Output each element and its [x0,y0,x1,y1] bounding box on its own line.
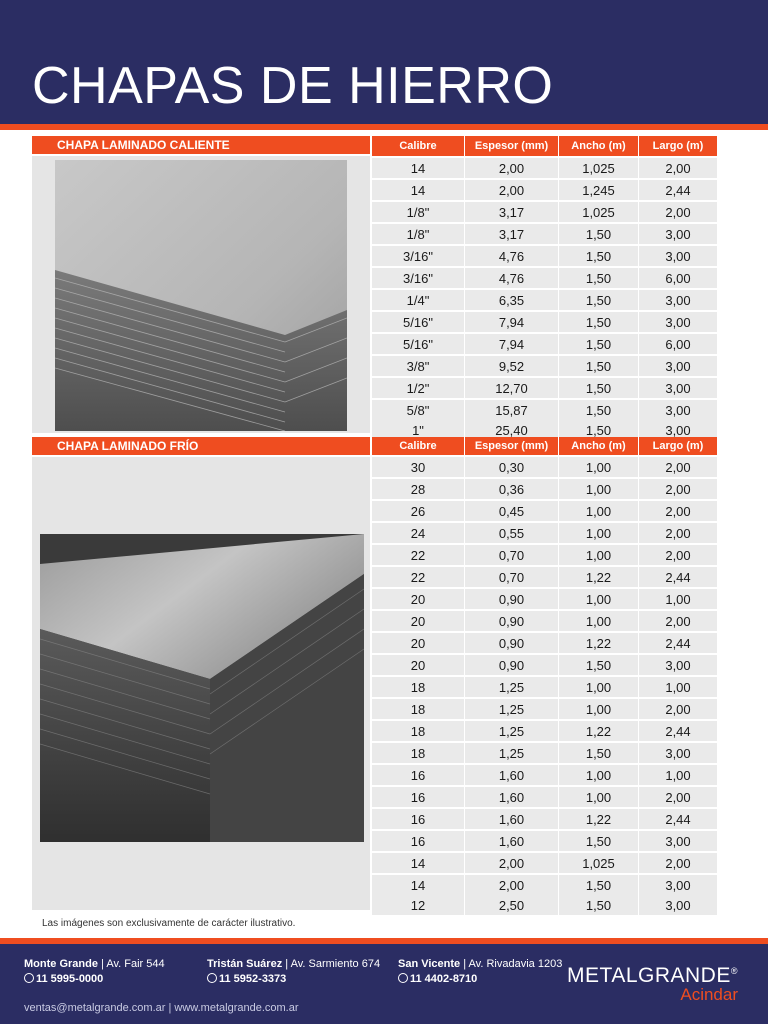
table-cell: 4,76 [465,268,559,288]
table-cell: 1,00 [559,765,639,785]
table-cell: 3,00 [639,420,717,440]
column-header: Largo (m) [639,437,717,455]
table-cell: 16 [372,809,465,829]
branch-name: Tristán Suárez [207,958,283,970]
table-cell: 15,87 [465,400,559,420]
table-header-row [372,437,717,455]
table-cell: 20 [372,633,465,653]
table-cell: 1,60 [465,809,559,829]
branch-tristan-suarez: Tristán Suárez | Av. Sarmiento 674 11 5952-3373 [207,958,381,985]
table-cell: 3,00 [639,743,717,763]
table-cell: 1,25 [465,677,559,697]
table-header-row [372,136,717,156]
table-row [372,356,717,377]
table-cell: 14 [372,875,465,895]
table-cell: 2,00 [465,158,559,178]
table-cell: 20 [372,589,465,609]
table-cell: 1,22 [559,567,639,587]
table-cell: 0,70 [465,567,559,587]
table-cell: 1,245 [559,180,639,200]
table-row [372,523,717,544]
table-row [372,895,717,916]
branch-phone[interactable] [207,973,380,985]
table-cell: 1,50 [559,246,639,266]
branch-address: Av. Sarmiento 674 [290,958,381,970]
table-cell: 1,50 [559,655,639,675]
phone-number: 11 4402-8710 [410,973,478,985]
page-header [0,0,768,124]
table-row [372,224,717,245]
branch-name: San Vicente [398,958,461,970]
table-cell: 0,90 [465,655,559,675]
table-cell: 2,44 [639,180,717,200]
table-row [372,501,717,522]
table-row [372,655,717,676]
table-cell: 2,44 [639,721,717,741]
table-cell: 16 [372,765,465,785]
section-title: CHAPA LAMINADO CALIENTE [32,136,370,154]
table-cell: 1,00 [559,457,639,477]
table-cell: 0,36 [465,479,559,499]
branch-phone[interactable] [24,973,165,985]
cold-rolled-steel-photo [40,534,364,842]
table-cell: 26 [372,501,465,521]
table-cell: 2,00 [639,202,717,222]
column-header: Ancho (m) [559,437,639,455]
table-cell: 18 [372,699,465,719]
phone-number: 11 5952-3373 [219,973,287,985]
table-row [372,180,717,201]
table-cell: 1" [372,420,465,440]
table-cell: 4,76 [465,246,559,266]
table-cell: 28 [372,479,465,499]
table-cell: 3,00 [639,224,717,244]
column-header: Largo (m) [639,136,717,156]
table-cell: 1,25 [465,743,559,763]
table-cell: 0,45 [465,501,559,521]
table-cell: 1,50 [559,420,639,440]
table-cell: 1,22 [559,633,639,653]
table-cell: 1,50 [559,268,639,288]
table-cell: 1,50 [559,356,639,376]
table-cell: 20 [372,655,465,675]
table-cell: 2,00 [639,853,717,873]
table-cell: 1,50 [559,400,639,420]
table-cell: 3,00 [639,246,717,266]
table-cell: 14 [372,158,465,178]
column-header: Espesor (mm) [465,437,559,455]
table-cell: 2,00 [465,853,559,873]
table-row [372,699,717,720]
table-cell: 0,70 [465,545,559,565]
table-row [372,875,717,896]
table-row [372,246,717,267]
table-cell: 0,90 [465,611,559,631]
table-cell: 1,50 [559,378,639,398]
table-row [372,743,717,764]
table-cell: 12,70 [465,378,559,398]
table-cell: 2,00 [639,501,717,521]
table-cell: 3,00 [639,356,717,376]
table-cell: 1,025 [559,853,639,873]
table-cell: 1,025 [559,202,639,222]
table-cell: 30 [372,457,465,477]
brand-logo [567,964,738,1005]
table-row [372,721,717,742]
table-cell: 1,50 [559,334,639,354]
table-cell: 3,00 [639,895,717,915]
table-cell: 2,00 [639,699,717,719]
table-row [372,765,717,786]
table-row [372,202,717,223]
table-row [372,158,717,179]
table-cell: 1,60 [465,765,559,785]
table-cell: 18 [372,677,465,697]
table-row [372,290,717,311]
table-cell: 20 [372,611,465,631]
table-cell: 3,00 [639,655,717,675]
table-cell: 1,00 [639,765,717,785]
website-link[interactable]: www.metalgrande.com.ar [174,1002,299,1014]
table-cell: 1,50 [559,312,639,332]
table-cell: 25,40 [465,420,559,440]
column-header: Calibre [372,136,465,156]
table-cell: 2,00 [639,457,717,477]
table-cell: 2,00 [639,611,717,631]
table-cell: 1,50 [559,743,639,763]
whatsapp-icon [207,973,217,983]
table-cell: 1,00 [559,545,639,565]
page-title: CHAPAS DE HIERRO [32,57,554,115]
table-cell: 0,30 [465,457,559,477]
table-cell: 1,00 [559,523,639,543]
table-cell: 1,25 [465,721,559,741]
table-row [372,787,717,808]
table-cell: 22 [372,545,465,565]
brand-name: METALGRANDE® [567,964,738,987]
table-cell: 1,00 [559,787,639,807]
table-cell: 1,25 [465,699,559,719]
table-cell: 6,35 [465,290,559,310]
branch-address: Av. Rivadavia 1203 [468,958,563,970]
section-hot-rolled [32,136,717,438]
brand-subtitle: Acindar [680,985,738,1004]
table-cell: 3,00 [639,400,717,420]
table-cell: 2,00 [639,479,717,499]
table-cell: 14 [372,853,465,873]
disclaimer-text: Las imágenes son exclusivamente de carácter ilustrativo. [42,918,296,929]
table-row [372,457,717,478]
table-cell: 2,44 [639,633,717,653]
table-cell: 18 [372,743,465,763]
table-cell: 1,00 [559,589,639,609]
whatsapp-icon [24,973,34,983]
table-cell: 12 [372,895,465,915]
table-cell: 1/2" [372,378,465,398]
table-cell: 5/16" [372,334,465,354]
email-link[interactable]: ventas@metalgrande.com.ar [24,1002,166,1014]
table-cell: 1,00 [559,611,639,631]
table-cell: 1/4" [372,290,465,310]
table-cell: 1,50 [559,224,639,244]
branch-san-vicente: San Vicente | Av. Rivadavia 1203 11 4402-8710 [398,958,563,985]
section-cold-rolled [32,437,717,913]
table-cell: 2,00 [465,875,559,895]
table-cell: 2,00 [639,523,717,543]
table-cell: 0,90 [465,633,559,653]
table-cell: 1,22 [559,809,639,829]
table-cell: 7,94 [465,334,559,354]
table-cell: 6,00 [639,334,717,354]
table-cell: 0,55 [465,523,559,543]
table-row [372,853,717,874]
table-row [372,268,717,289]
branch-monte-grande: Monte Grande | Av. Fair 544 11 5995-0000 [24,958,165,985]
table-cell: 2,00 [639,787,717,807]
table-row [372,809,717,830]
column-header: Espesor (mm) [465,136,559,156]
hot-rolled-steel-photo [55,160,347,431]
table-cell: 1/8" [372,202,465,222]
table-cell: 1,00 [559,501,639,521]
table-cell: 3,00 [639,831,717,851]
table-row [372,334,717,355]
table-cell: 2,44 [639,809,717,829]
table-cell: 18 [372,721,465,741]
table-cell: 6,00 [639,268,717,288]
whatsapp-icon [398,973,408,983]
table-cell: 1,00 [639,589,717,609]
contact-line: ventas@metalgrande.com.ar | www.metalgrande.com.ar [24,1002,299,1014]
table-cell: 2,00 [639,545,717,565]
page-footer [0,944,768,1024]
phone-number: 11 5995-0000 [36,973,104,985]
table-cell: 5/8" [372,400,465,420]
table-cell: 2,00 [639,158,717,178]
table-cell: 3,00 [639,290,717,310]
table-row [372,545,717,566]
table-row [372,378,717,399]
table-cell: 3,17 [465,224,559,244]
table-cell: 0,90 [465,589,559,609]
table-row [372,479,717,500]
table-row [372,831,717,852]
table-cell: 16 [372,787,465,807]
table-row [372,589,717,610]
table-cell: 1,60 [465,787,559,807]
table-cell: 3,17 [465,202,559,222]
table-cell: 7,94 [465,312,559,332]
table-row [372,611,717,632]
table-cell: 1,00 [559,699,639,719]
table-cell: 14 [372,180,465,200]
table-cell: 1,50 [559,895,639,915]
column-header: Ancho (m) [559,136,639,156]
table-row [372,400,717,421]
column-header: Calibre [372,437,465,455]
table-cell: 3/8" [372,356,465,376]
table-cell: 1,00 [559,677,639,697]
table-cell: 1,50 [559,290,639,310]
table-cell: 2,50 [465,895,559,915]
table-cell: 1,025 [559,158,639,178]
branch-name: Monte Grande [24,958,98,970]
branch-phone[interactable] [398,973,562,985]
table-cell: 3/16" [372,268,465,288]
header-accent-stripe [0,124,768,130]
table-cell: 16 [372,831,465,851]
table-cell: 1,00 [639,677,717,697]
table-cell: 3,00 [639,875,717,895]
table-row [372,633,717,654]
table-row [372,312,717,333]
hot-rolled-photo-frame [32,156,370,433]
table-row [372,567,717,588]
table-cell: 2,00 [465,180,559,200]
table-cell: 3,00 [639,378,717,398]
table-cell: 24 [372,523,465,543]
table-cell: 1,00 [559,479,639,499]
table-cell: 5/16" [372,312,465,332]
table-cell: 3/16" [372,246,465,266]
table-cell: 3,00 [639,312,717,332]
table-row [372,677,717,698]
section-title: CHAPA LAMINADO FRÍO [32,437,370,455]
table-cell: 2,44 [639,567,717,587]
table-cell: 1,22 [559,721,639,741]
table-cell: 1,60 [465,831,559,851]
table-cell: 1,50 [559,831,639,851]
table-cell: 9,52 [465,356,559,376]
branch-address: Av. Fair 544 [106,958,165,970]
cold-rolled-photo-frame [32,457,370,910]
table-cell: 22 [372,567,465,587]
table-cell: 1,50 [559,875,639,895]
table-cell: 1/8" [372,224,465,244]
